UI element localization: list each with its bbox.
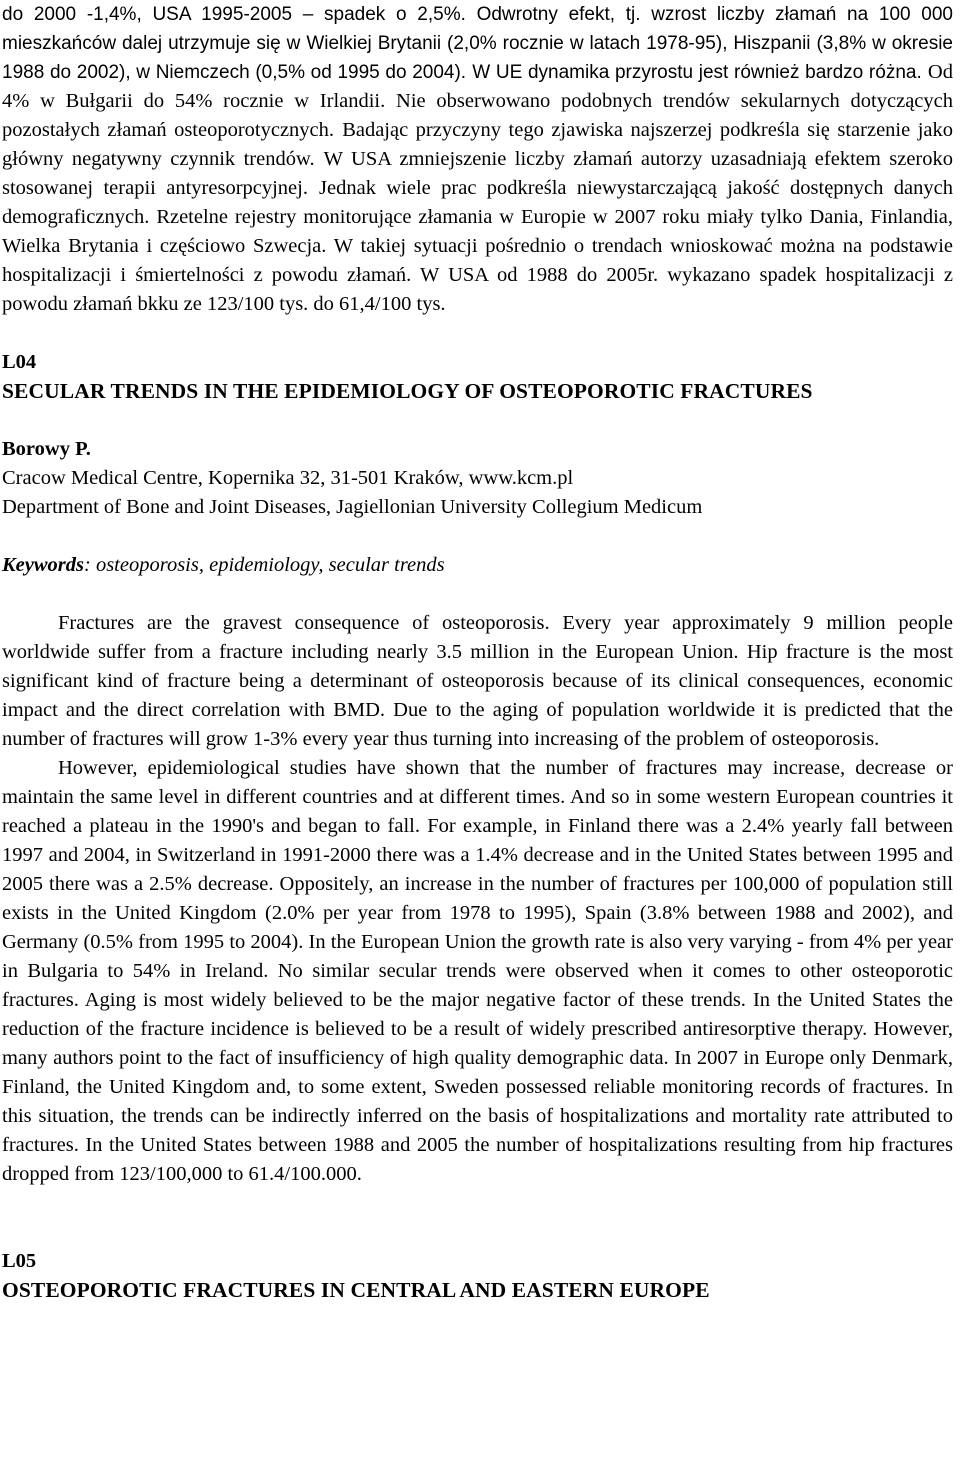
polish-text-segment-5: W USA zmniejszenie liczby złamań autorzy uzasadniają efektem szeroko stosowanej terapii antyresorpcyjnej. — [2, 148, 953, 199]
polish-continued-paragraph — [2, 0, 953, 319]
author-name: Borowy P. — [2, 438, 91, 460]
keywords-line — [2, 551, 953, 580]
abstract-code-l04: L04 — [2, 351, 37, 373]
polish-text-segment-4: Badając przyczyny tego zjawiska najszerzej podkreśla się starzenie jako główny negatywny czynnik trendów. — [2, 119, 953, 170]
abstract-title-l05: OSTEOPOROTIC FRACTURES IN CENTRAL AND EASTERN EUROPE — [2, 1278, 710, 1302]
keywords-text: : osteoporosis, epidemiology, secular trends — [84, 554, 445, 576]
polish-text-segment-2: W UE dynamika przyrostu jest również bardzo różna. — [472, 62, 922, 83]
polish-text-segment-1: do 2000 -1,4%, USA 1995-2005 – spadek o 2,5%. Odwrotny efekt, tj. wzrost liczby złamań na 100 000 mieszkańców dalej utrzymuje się w Wielkiej Brytanii (2,0% rocznie w latach 1978-95), Hiszpanii (3,8% w okresie 1988 do 2002), w Niemczech (0,5% od 1995 do 2004). — [2, 4, 953, 83]
polish-text-segment-6: Jednak wiele prac podkreśla niewystarczającą jakość dostępnych danych demograficznych. Rzetelne rejestry monitorujące złamania w Europie w 2007 roku miały tylko Dania, Finlandia, Wielka Brytania i częściowo Szwecja. W takiej sytuacji pośrednio o trendach wnioskować można na podstawie hospitalizacji i śmiertelności z powodu złamań. W USA od 1988 do 2005r. wykazano spadek hospitalizacji z powodu złamań bkku ze 123/100 tys. do 61,4/100 tys. — [2, 177, 953, 315]
abstract-title-l04: SECULAR TRENDS IN THE EPIDEMIOLOGY OF OSTEOPOROTIC FRACTURES — [2, 379, 813, 403]
abstract-code-l05: L05 — [2, 1250, 37, 1272]
keywords-label: Keywords — [2, 554, 84, 576]
affiliation-line-2: Department of Bone and Joint Diseases, Jagiellonian University Collegium Medicum — [2, 496, 703, 518]
polish-text-segment-3: Od 4% w Bułgarii do 54% rocznie w Irlandii. Nie obserwowano podobnych trendów sekularnych dotyczących pozostałych złamań osteoporotycznych. — [2, 61, 953, 141]
abstract-body — [2, 609, 953, 1189]
abstract-paragraph-1: Fractures are the gravest consequence of osteoporosis. Every year approximately 9 million people worldwide suffer from a fracture including nearly 3.5 million in the European Union. Hip fracture is the most significant kind of fracture being a determinant of osteoporosis because of its clinical consequences, economic impact and the direct correlation with BMD. Due to the aging of population worldwide it is predicted that the number of fractures will grow 1-3% every year thus turning into increasing of the problem of osteoporosis. — [2, 612, 953, 750]
affiliation-line-1: Cracow Medical Centre, Kopernika 32, 31-501 Kraków, www.kcm.pl — [2, 467, 574, 489]
abstract-paragraph-2: However, epidemiological studies have shown that the number of fractures may increase, decrease or maintain the same level in different countries and at different times. And so in some western European countries it reached a plateau in the 1990's and began to fall. For example, in Finland there was a 2.4% yearly fall between 1997 and 2004, in Switzerland in 1991-2000 there was a 1.4% decrease and in the United States between 1995 and 2005 there was a 2.5% decrease. Oppositely, an increase in the number of fractures per 100,000 of population still exists in the United Kingdom (2.0% per year from 1978 to 1995), Spain (3.8% between 1988 and 2002), and Germany (0.5% from 1995 to 2004). In the European Union the growth rate is also very varying - from 4% per year in Bulgaria to 54% in Ireland. No similar secular trends were observed when it comes to other osteoporotic fractures. Aging is most widely believed to be the major negative factor of these trends. In the United States the reduction of the fracture incidence is believed to be a result of widely prescribed antiresorptive therapy. However, many authors point to the fact of insufficiency of high quality demographic data. In 2007 in Europe only Denmark, Finland, the United Kingdom and, to some extent, Sweden possessed reliable monitoring records of fractures. In this situation, the trends can be indirectly inferred on the basis of hospitalizations and mortality rate attributed to fractures. In the United States between 1988 and 2005 the number of hospitalizations resulting from hip fractures dropped from 123/100,000 to 61.4/100.000. — [2, 757, 953, 1185]
